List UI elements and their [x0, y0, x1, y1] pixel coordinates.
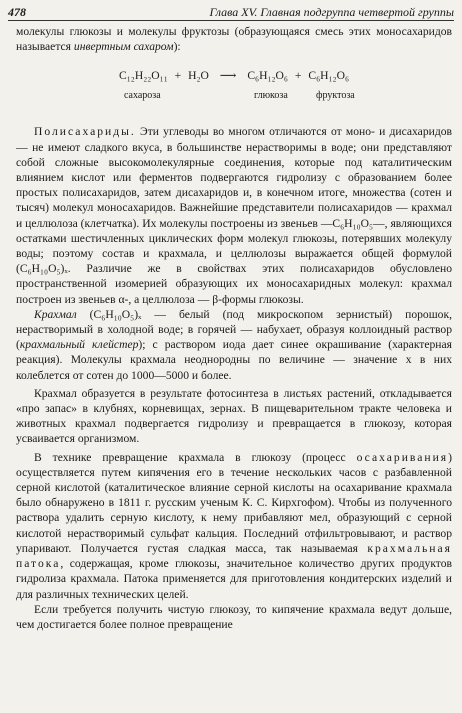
starch-text-end: ); с раствором иода дает синее окрашивание (характерная реакция). Молекулы крахмала неоднородны по величине — значение x в них колеблется от сотен до 1000—5000 и более. [16, 338, 452, 382]
invert-sugar-term: инвертным сахаром [73, 40, 174, 54]
page-header [8, 4, 454, 21]
intro-text: молекулы глюкозы и молекулы фруктозы (образующаяся смесь этих моносахаридов называется [16, 25, 452, 54]
polysaccharides-paragraph [16, 124, 452, 306]
equation-glucose: C₆H₁₂O₆ [247, 69, 288, 83]
intro-text-end: ): [173, 40, 181, 54]
saccharification-text-mid: ) осуществляется путем кипячения его в течение нескольких часов с разбавленной серной кислотой (каталитическое влияние серной кислоты на осахаривание крахмала было обнаружено в 1811 г. русским ученым К. С. Кирхгофом). Чтобы из полученного раствора удалить серную кислоту, к нему прибавляют мел, образующий с серной кислотой нерастворимый сульфат кальция. Последний отфильтровывают, и раствор упаривают. Получается густая сладкая масса, так называемая [16, 450, 452, 555]
saccharification-text: В технике превращение крахмала в глюкозу (процесс [34, 450, 357, 464]
polysaccharides-heading: Полисахариды. [34, 125, 136, 139]
label-sucrose: сахароза [124, 90, 161, 102]
intro-paragraph [16, 24, 452, 54]
page-body [16, 24, 452, 632]
polysaccharides-text: Эти углеводы во многом отличаются от моно- и дисахаридов — не имеют сладкого вкуса, в большинстве нерастворимы в воде; они представляют собой сложные высокомолекулярные соединения, которые под каталитическим влиянием кислот или ферментов подвергаются гидролизу с образованием более простых полисахаридов, затем дисахаридов и, в конечном итоге, множества (сотен и тысяч) молекул моносахаридов. Важнейшие представители полисахаридов — крахмал и целлюлоза (клетчатка). Их молекулы построены из звеньев —C₆H₁₀O₅—, являющихся остатками шестичленных циклических форм молекул глюкозы, потерявших молекулу воды; поэтому состав и крахмала, и целлюлозы выражается общей формулой (C₆H₁₀O₅)ₓ. Различие же в свойствах этих полисахаридов обусловлено пространственной изомерией образующих их моносахаридных молекул: крахмал построен из звеньев α-, а целлюлоза — β-формы глюкозы. [16, 125, 452, 306]
equation-arrow: ⟶ [219, 69, 237, 83]
page-number: 478 [8, 5, 26, 19]
label-glucose: глюкоза [254, 90, 288, 102]
equation-plus: + [174, 69, 182, 83]
equation-plus: + [294, 69, 302, 83]
starch-term: Крахмал [34, 307, 77, 321]
saccharification-paragraph [16, 450, 452, 602]
equation-sucrose: C₁₂H₂₂O₁₁ [119, 69, 168, 83]
running-title: Глава XV. Главная подгруппа четвертой группы [209, 5, 454, 19]
final-paragraph: Если требуется получить чистую глюкозу, то кипячение крахмала ведут дольше, чем достигается более полное превращение [16, 602, 452, 631]
label-fructose: фруктоза [316, 90, 355, 102]
molasses-term: крахмальная патока [16, 541, 452, 571]
formation-paragraph: Крахмал образуется в результате фотосинтеза в листьях растений, откладывается «про запас» в клубнях, корневищах, зернах. В пищеварительном тракте человека и животных крахмал подвергается гидролизу и превращается в глюкозу, которая усваивается организмом. [16, 386, 452, 446]
starch-paste-term: крахмальный клейстер [19, 338, 139, 352]
starch-paragraph [16, 307, 452, 383]
saccharification-text-end: , содержащая, кроме глюкозы, значительное количество других продуктов гидролиза крахмала. Патока применяется для приготовления кондитерских изделий и для различных технических целей. [16, 557, 452, 601]
starch-text: (C₆H₁₀O₅)ₓ — белый (под микроскопом зернистый) порошок, нерастворимый в холодной воде; в горячей — набухает, образуя коллоидный раствор ( [16, 307, 452, 352]
equation-water: H₂O [188, 69, 209, 83]
equation-fructose: C₆H₁₂O₆ [308, 69, 349, 83]
hydrolysis-equation [16, 60, 452, 116]
saccharification-term: осахаривания [356, 450, 449, 464]
